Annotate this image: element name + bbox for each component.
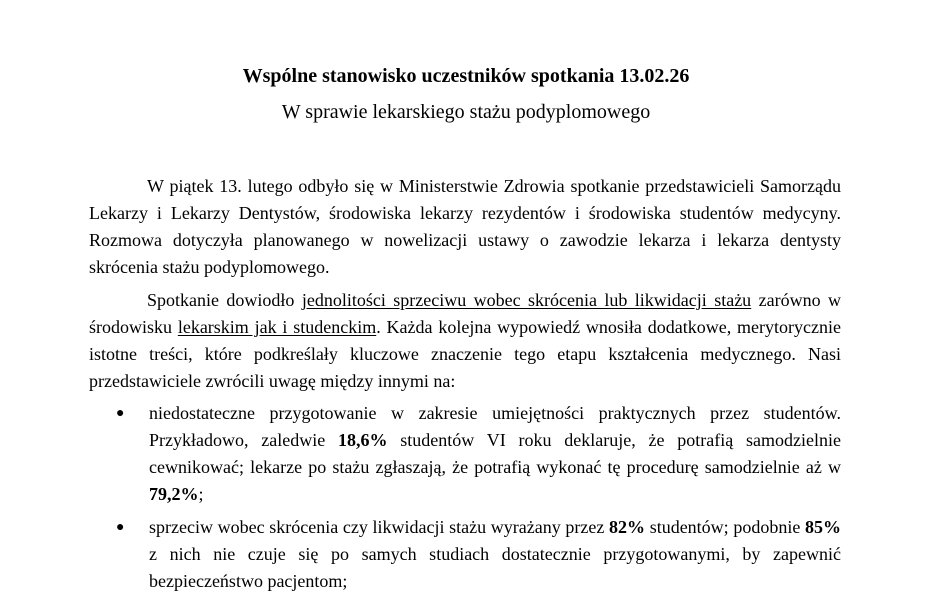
list-item-text: studentów; podobnie xyxy=(645,517,805,537)
underlined-phrase-communities: lekarskim jak i studenckim xyxy=(177,317,377,337)
list-item-text: sprzeciw wobec skrócenia czy likwidacji stażu wyrażany przez xyxy=(149,517,610,537)
underlined-phrase-opposition: jednolitości sprzeciwu wobec skrócenia lub likwidacji stażu xyxy=(301,290,752,310)
bullet-icon: ● xyxy=(116,520,125,535)
list-item-text: z nich nie czuje się po samych studiach dostatecznie przygotowanymi, by zapewnić bezpieczeństwo pacjentom; xyxy=(149,544,841,591)
bullet-list xyxy=(89,400,841,508)
statistic-value: 18,6% xyxy=(338,430,388,450)
bullet-list xyxy=(89,514,841,595)
statistic-value: 82% xyxy=(609,517,646,537)
list-item xyxy=(89,514,841,595)
document-subtitle: W sprawie lekarskiego stażu podyplomowego xyxy=(281,101,651,123)
list-item-text: studentów VI roku deklaruje, że potrafią samodzielnie cewnikować; lekarze po stażu zgłaszają, że potrafią wykonać tę procedurę samodzielnie aż w xyxy=(149,430,841,477)
paragraph-meeting-outcome xyxy=(89,287,841,395)
bullet-icon: ● xyxy=(116,406,125,421)
list-item xyxy=(89,400,841,508)
statistic-value: 85% xyxy=(805,517,841,537)
list-item-text: ; xyxy=(198,484,204,504)
paragraph-meeting-info: W piątek 13. lutego odbyło się w Ministerstwie Zdrowia spotkanie przedstawicieli Samorządu Lekarzy i Lekarzy Dentystów, środowiska lekarzy rezydentów i środowiska studentów medycyny. Rozmowa dotyczyła planowanego w nowelizacji ustawy o zawodzie lekarza i lekarza dentysty skrócenia stażu podyplomowego. xyxy=(89,176,841,277)
paragraph-text: . Każda kolejna wypowiedź wnosiła dodatkowe, merytorycznie istotne treści, które podkreślały kluczowe znaczenie tego etapu kształcenia medycznego. Nasi przedstawiciele zwrócili uwagę między innymi na: xyxy=(89,317,841,391)
list-item-text: niedostateczne przygotowanie w zakresie umiejętności praktycznych przez studentów. Przykładowo, zaledwie xyxy=(149,403,841,450)
paragraph-text: Spotkanie dowiodło xyxy=(147,290,302,310)
paragraph-text: zarówno w środowisku xyxy=(89,290,841,337)
statistic-value: 79,2% xyxy=(149,484,199,504)
document-title: Wspólne stanowisko uczestników spotkania 13.02.26 xyxy=(242,65,690,87)
